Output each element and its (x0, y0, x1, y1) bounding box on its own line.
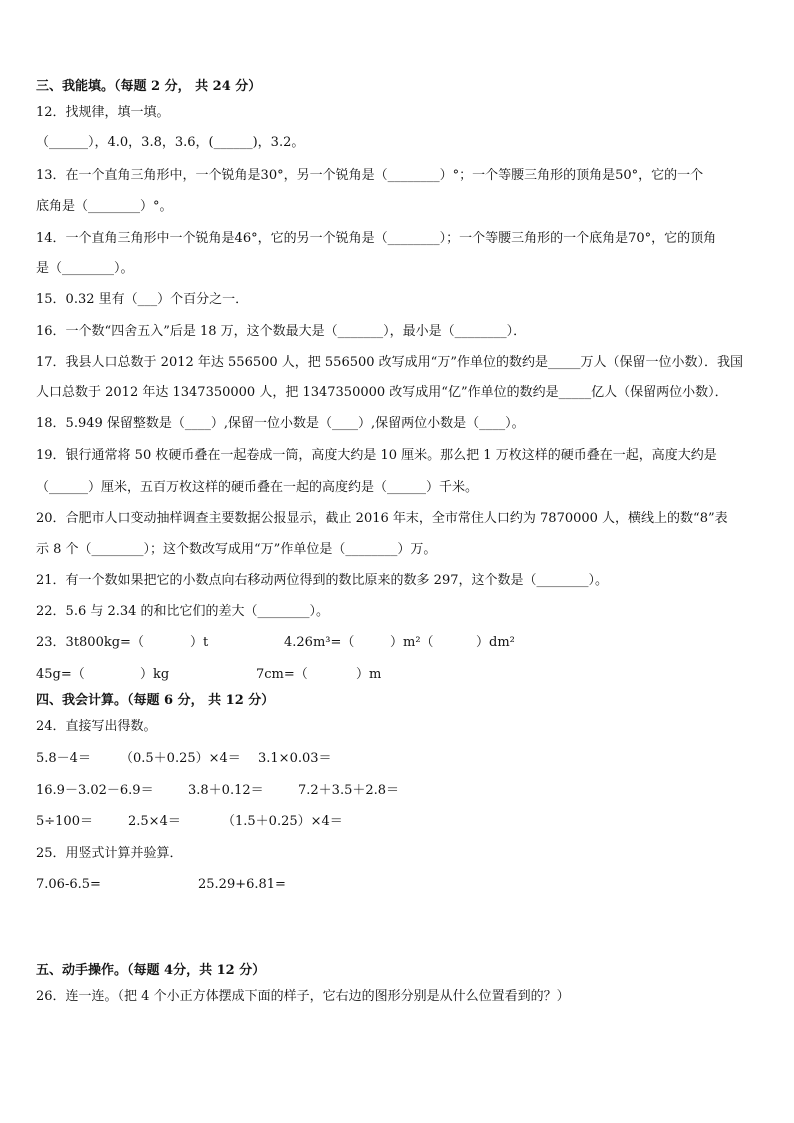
question-14-line2: 是（________）。 (36, 261, 134, 276)
q23-part-1: 23．3t800kg=（ (36, 635, 144, 650)
question-21: 21．有一个数如果把它的小数点向右移动两位得到的数比原来的数多 297，这个数是（________）。 (36, 573, 608, 588)
q25-item: 7.06-6.5= (36, 877, 101, 892)
question-24: 24．直接写出得数。 (36, 719, 157, 734)
q23-part-6: 45g=（ (36, 667, 85, 682)
question-12-sequence: （______），4.0，3.8，3.6，(______)，3.2。 (36, 135, 305, 150)
section-3-heading: 三、我能填。（每题 2 分， 共 24 分） (36, 79, 262, 94)
q25-item: 25.29+6.81= (198, 877, 286, 892)
calc-item: 16.9－3.02－6.9＝ (36, 783, 154, 798)
q23-part-8: 7cm=（ (256, 667, 308, 682)
question-16: 16．一个数“四舍五入”后是 18 万，这个数最大是（_______），最小是（________）． (36, 324, 527, 339)
q23-part-9: ）m (356, 667, 382, 682)
question-25: 25．用竖式计算并验算． (36, 846, 183, 861)
calc-item: 5÷100＝ (36, 814, 93, 829)
calc-item: 2.5×4＝ (128, 814, 181, 829)
question-14-line1: 14．一个直角三角形中一个锐角是46°，它的另一个锐角是（________）；一个等腰三角形的一个底角是70°，它的顶角 (36, 231, 717, 246)
question-20-line2: 示 8 个（________）；这个数改写成用“万”作单位是（________）万。 (36, 542, 437, 557)
question-19-line2: （______）厘米，五百万枚这样的硬币叠在一起的高度约是（______）千米。 (36, 480, 479, 495)
calc-item: （1.5＋0.25）×4＝ (222, 814, 343, 829)
question-18: 18．5.949 保留整数是（____）,保留一位小数是（____）,保留两位小数是（____）。 (36, 416, 525, 431)
question-17-line2: 人口总数于 2012 年达 1347350000 人，把 1347350000 改写成用“亿”作单位的数约是_____亿人（保留两位小数）． (36, 385, 728, 400)
calc-item: 7.2＋3.5＋2.8＝ (298, 783, 400, 798)
section-4-heading: 四、我会计算。（每题 6 分， 共 12 分） (36, 693, 275, 708)
question-20-line1: 20．合肥市人口变动抽样调查主要数据公报显示，截止 2016 年末，全市常住人口约为 7870000 人，横线上的数“8”表 (36, 511, 728, 526)
section-5-heading: 五、动手操作。（每题 4分，共 12 分） (36, 963, 266, 978)
question-22: 22．5.6 与 2.34 的和比它们的差大（________）。 (36, 604, 330, 619)
q23-part-3: 4.26m³=（ (284, 635, 355, 650)
q23-part-4: ）m²（ (390, 635, 434, 650)
calc-item: 3.8＋0.12＝ (188, 783, 264, 798)
question-13-line1: 13．在一个直角三角形中，一个锐角是30°，另一个锐角是（________）°；一个等腰三角形的顶角是50°，它的一个 (36, 168, 704, 183)
question-12: 12．找规律，填一填。 (36, 105, 170, 120)
question-17-line1: 17．我县人口总数于 2012 年达 556500 人，把 556500 改写成用“万”作单位的数约是_____万人（保留一位小数）．我国 (36, 355, 743, 370)
calc-item: 3.1×0.03＝ (258, 751, 332, 766)
question-13-line2: 底角是（________）°。 (36, 199, 173, 214)
q23-part-7: ）kg (140, 667, 170, 682)
question-15: 15．0.32 里有（___）个百分之一． (36, 292, 249, 307)
q23-part-5: ）dm² (476, 635, 515, 650)
calc-item: （0.5＋0.25）×4＝ (120, 751, 241, 766)
calc-item: 5.8－4＝ (36, 751, 91, 766)
question-19-line1: 19．银行通常将 50 枚硬币叠在一起卷成一筒，高度大约是 10 厘米。那么把 1 万枚这样的硬币叠在一起，高度大约是 (36, 448, 717, 463)
question-26: 26．连一连。（把 4 个小正方体摆成下面的样子，它右边的图形分别是从什么位置看到的？） (36, 989, 570, 1004)
q23-part-2: ）t (190, 635, 209, 650)
